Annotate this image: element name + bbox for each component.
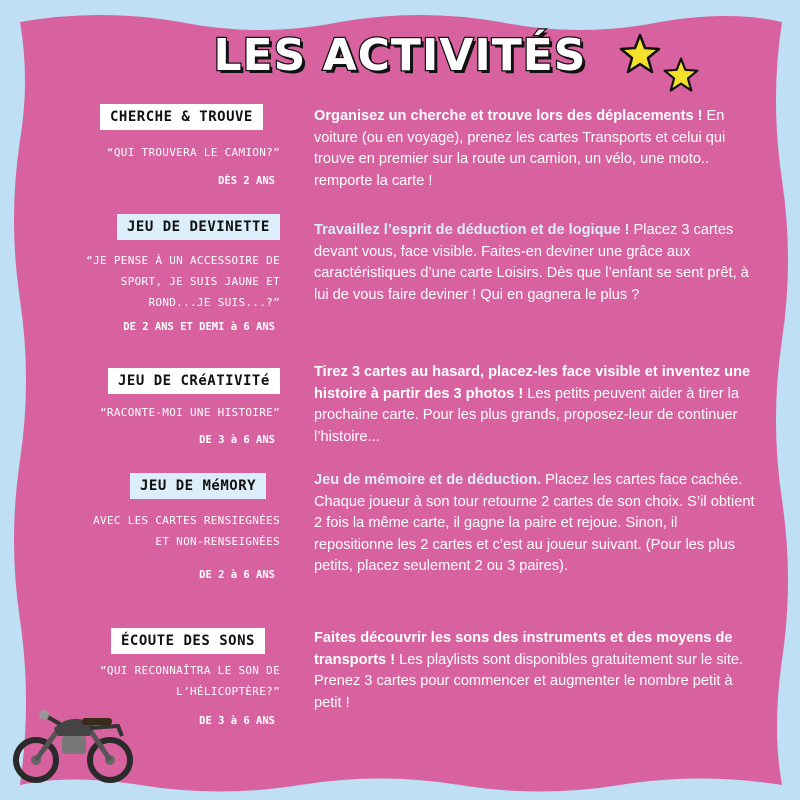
activity-lead: Travaillez l’esprit de déduction et de logique ! (314, 222, 630, 238)
activity-quote: “RACONTE-MOI UNE HISTOIRE” (100, 406, 280, 419)
activity-lead: Tirez 3 cartes au hasard, placez-les face visible et inventez une histoire à partir des 3 photos ! (314, 364, 751, 402)
activity-text: Les playlists sont disponibles gratuitement sur le site. Prenez 3 cartes pour commencer et augmenter le nombre petit à petit ! (314, 651, 744, 711)
activity-badge: ÉCOUTE DES SONS (111, 628, 265, 654)
activity-age: DE 2 à 6 ANS (199, 569, 275, 581)
activity-description (314, 106, 759, 192)
activity-text: Placez les cartes face cachée. Chaque joueur à son tour retourne 2 cartes de son choix. S’il obtient 2 fois la même carte, il gagne la paire et rejoue. Sinon, il repositionne les 2 cartes et c’est au joueur suivant. (Pour les plus petits, placez seulement 2 ou 3 paires). (314, 472, 755, 574)
activity-lead: Organisez un cherche et trouve lors des déplacements ! (314, 108, 703, 124)
star-icon (662, 56, 700, 94)
activity-description (314, 470, 759, 578)
activity-text: En voiture (ou en voyage), prenez les cartes Transports et celui qui trouve en premier sur la route un camion, un vélo, une moto.. remporte la carte ! (314, 108, 726, 189)
activity-text: Les petits peuvent aider à tirer la prochaine carte. Pour les plus grands, proposez-leur de continuer l’histoire... (314, 385, 740, 445)
activity-text: Placez 3 cartes devant vous, face visible. Faites-en deviner une grâce aux caractéristiques d’une carte Loisirs. Dès que l’enfant se sent prêt, à lui de vous faire deviner ! Qui en gagnera le plus ? (314, 222, 749, 303)
activity-quote: “QUI TROUVERA LE CAMION?” (106, 146, 280, 159)
activity-lead: Jeu de mémoire et de déduction. (314, 472, 542, 488)
activity-quote: “QUI RECONNAÎTRA LE SON DE L’HÉLICOPTÈRE?” (100, 664, 280, 698)
activity-badge: CHERCHE & TROUVE (100, 104, 263, 130)
activity-badge: JEU DE DEVINETTE (117, 214, 280, 240)
activity-description (314, 362, 759, 448)
activity-description (314, 628, 759, 714)
activity-age: DE 3 à 6 ANS (199, 434, 275, 446)
star-icon (618, 32, 662, 76)
activity-age: DE 3 à 6 ANS (199, 715, 275, 727)
motorcycle-image (10, 688, 135, 788)
activity-badge: JEU DE CRéATIVITé (108, 368, 280, 394)
activity-age: DE 2 ANS ET DEMI à 6 ANS (123, 321, 275, 333)
activity-quote: “JE PENSE À UN ACCESSOIRE DE SPORT, JE SUIS JAUNE ET ROND...JE SUIS...?” (86, 254, 280, 309)
activity-quote: AVEC LES CARTES RENSIEGNÉES ET NON-RENSEIGNÉES (93, 514, 280, 548)
activity-age: DÈS 2 ANS (218, 175, 275, 187)
activity-description (314, 220, 759, 306)
page-title: LES ACTIVITÉS (213, 30, 587, 81)
activity-lead: Faites découvrir les sons des instruments et des moyens de transports ! (314, 630, 733, 668)
activity-badge: JEU DE MéMORY (130, 473, 266, 499)
